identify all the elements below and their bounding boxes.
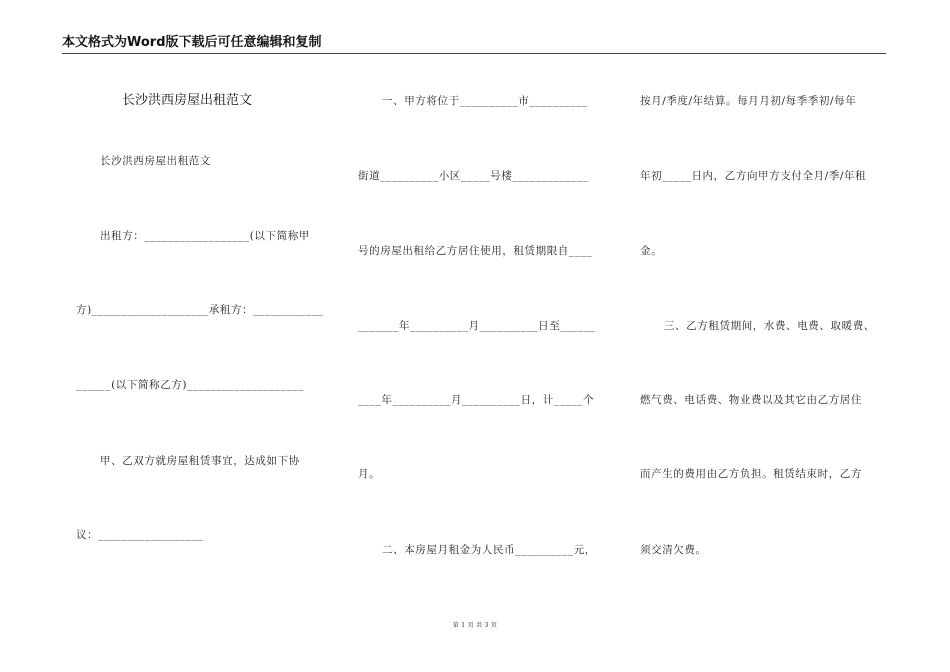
document-header: 本文格式为Word版下载后可任意编辑和复制: [62, 35, 322, 50]
paragraph-line: 方)____________________承租方：____________: [76, 304, 324, 316]
paragraph-line: 议：__________________: [76, 529, 204, 541]
paragraph-line: 年初_____日内，乙方向甲方支付全月/季/年租: [640, 170, 867, 182]
paragraph-line: 号的房屋出租给乙方居住使用，租赁期限自____: [358, 245, 593, 257]
paragraph-line: 须交清欠费。: [640, 544, 707, 556]
paragraph-line: 而产生的费用由乙方负担。租赁结束时，乙方: [640, 468, 862, 480]
paragraph-line: 出租方：__________________(以下简称甲: [100, 230, 310, 242]
paragraph-line: 长沙洪西房屋出租范文: [100, 155, 211, 167]
paragraph-line: 月。: [358, 468, 381, 480]
page-number: 第 1 页 共 3 页: [452, 622, 498, 629]
paragraph-line: 二、本房屋月租金为人民币__________元，: [382, 544, 596, 556]
paragraph-line: ______(以下简称乙方)____________________: [76, 379, 305, 391]
paragraph-line: 按月/季度/年结算。每月月初/每季季初/每年: [640, 95, 857, 107]
paragraph-line: 三、乙方租赁期间，水费、电费、取暖费、: [664, 320, 875, 332]
paragraph-line: 甲、乙双方就房屋租赁事宜，达成如下协: [100, 455, 300, 467]
header-rule: [62, 53, 886, 54]
paragraph-line: 燃气费、电话费、物业费以及其它由乙方居住: [640, 394, 862, 406]
paragraph-line: 金。: [640, 245, 663, 257]
paragraph-line: _______年__________月__________日至______: [358, 320, 596, 332]
paragraph-line: 一、甲方将位于__________市__________: [382, 95, 588, 107]
paragraph-line: ____年__________月__________日，计_____个: [358, 394, 595, 406]
paragraph-line: 街道__________小区_____号楼_____________: [358, 170, 589, 182]
document-title: 长沙洪西房屋出租范文: [122, 93, 253, 108]
